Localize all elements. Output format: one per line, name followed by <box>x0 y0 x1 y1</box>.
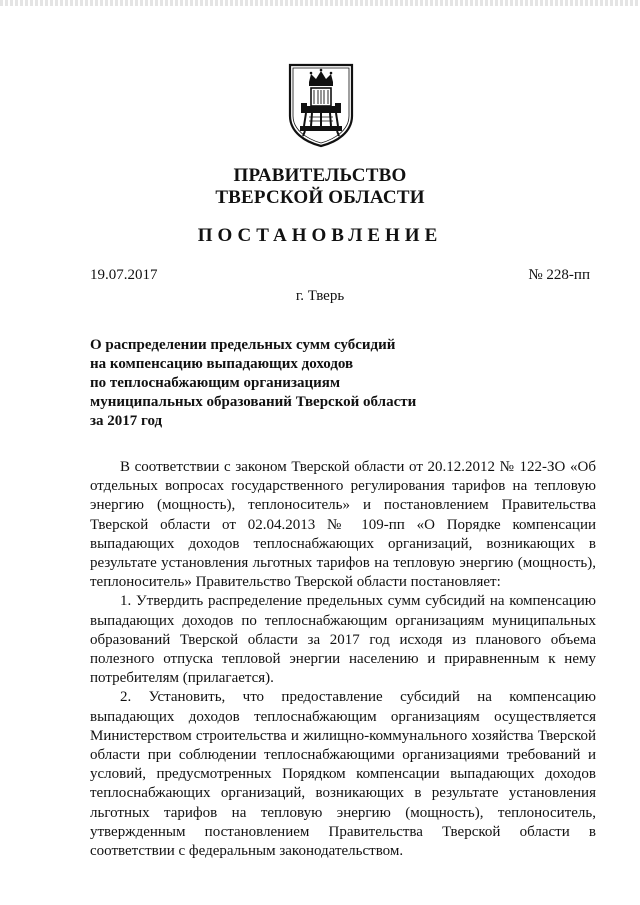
document-type-heading: ПОСТАНОВЛЕНИЕ <box>197 225 443 246</box>
coat-of-arms-icon <box>287 62 355 148</box>
title-line: за 2017 год <box>90 413 163 429</box>
title-line: О распределении предельных сумм субсидий <box>90 337 396 353</box>
document-number: № 228-пп <box>528 267 590 283</box>
document-city: г. Тверь <box>295 288 345 304</box>
document-body <box>90 458 596 861</box>
title-line: на компенсацию выпадающих доходов <box>90 356 354 372</box>
government-name-line1: ПРАВИТЕЛЬСТВО <box>233 165 407 186</box>
clause-1-paragraph: 1. Утвердить распределение предельных сумм субсидий на компенсацию выпадающих доходов по теплоснабжающим организациям муниципальных образований Тверской области за 2017 год исходя из планового объема полезного отпуска тепловой энергии населению и приравненным к нему потребителям (прилагается). <box>90 593 596 687</box>
preamble-paragraph: В соответствии с законом Тверской области от 20.12.2012 № 122-ЗО «Об отдельных вопросах государственного регулирования тарифов на тепловую энергию (мощность), теплоноситель» и постановлением Правительства Тверской области от 02.04.2013 № 109-пп «О Порядке компенсации выпадающих доходов теплоснабжающих организаций, возникающих в результате установления льготных тарифов на тепловую энергию (мощность), теплоноситель» Правительство Тверской области постановляет: <box>90 459 596 591</box>
government-name-line2: ТВЕРСКОЙ ОБЛАСТИ <box>215 187 425 208</box>
title-line: по теплоснабжающим организациям <box>90 375 341 391</box>
clause-2-paragraph: 2. Установить, что предоставление субсидий на компенсацию выпадающих доходов теплоснабжающим организациям осуществляется Министерством строительства и жилищно-коммунального хозяйства Тверской области при соблюдении теплоснабжающими организациями требований и условий, предусмотренных Порядком компенсации выпадающих доходов теплоснабжающих организаций, возникающих в результате установления льготных тарифов на тепловую энергию (мощность), теплоноситель, утвержденным постановлением Правительства Тверской области в соответствии с федеральным законодательством. <box>90 689 596 860</box>
document-date: 19.07.2017 <box>90 267 158 283</box>
page-top-edge <box>0 0 640 6</box>
title-line: муниципальных образований Тверской области <box>90 394 417 410</box>
document-title <box>90 336 450 431</box>
